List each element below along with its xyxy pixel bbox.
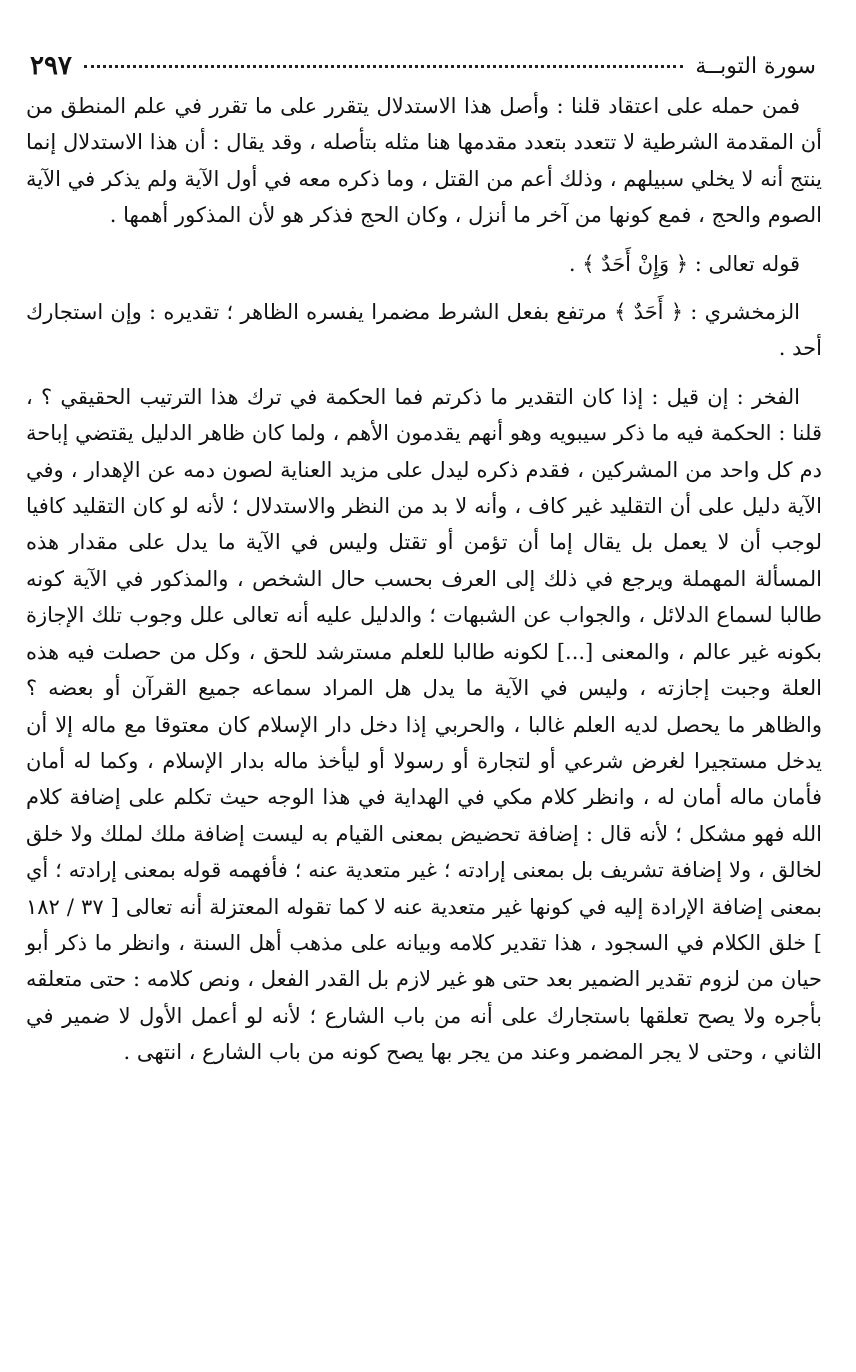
- paragraph-2: قوله تعالى : ﴿ وَإِنْ أَحَدٌ ﴾ .: [568, 251, 800, 276]
- page-body: [26, 88, 822, 1071]
- paragraph-3: الزمخشري : ﴿ أَحَدٌ ﴾ مرتفع بفعل الشرط مضمرا يفسره الظاهر ؛ تقديره : وإن استجارك أحد .: [26, 300, 822, 361]
- running-header: [30, 46, 816, 86]
- paragraph-4: الفخر : إن قيل : إذا كان التقدير ما ذكرتم فما الحكمة في ترك هذا الترتيب الحقيقي ؟ ، قلنا : الحكمة فيه ما ذكر سيبويه وهو أنهم يقدمون الأهم ، ولما كان ظاهر الدليل يقتضي إباحة دم كل واحد من المشركين ، فقدم ذكره ليدل على مزيد العناية لصون دمه عن الإهدار ، وفي الآية دليل على أن التقليد غير كاف ، وأنه لا بد من النظر والاستدلال ؛ لأنه لو كان التقليد كافيا لوجب أن لا يعمل بل يقال إما أن تؤمن أو تقتل وليس في الآية ما يدل على مقدار هذه المسألة المهملة ويرجع في ذلك إلى العرف بحسب حال الشخص ، والمذكور في الآية كونه طالبا لسماع الدلائل ، والجواب عن الشبهات ؛ والدليل عليه أنه تعالى علل وجوب تلك الإجازة بكونه غير عالم ، والمعنى [...] لكونه طالبا للعلم مسترشد للحق ، وكل من حصلت فيه هذه العلة وجبت إجازته ، وليس في الآية ما يدل هل المراد سماعه جميع القرآن أو بعضه ؟ والظاهر ما يحصل لديه العلم غالبا ، والحربي إذا دخل دار الإسلام كان معتوقا مع ماله إلا أن يدخل مستجيرا لغرض شرعي أو لتجارة أو رسولا أو ليأخذ ماله بدار الإسلام ، وكما له أمان فأمان ماله أمان له ، وانظر كلام مكي في الهداية في هذا الوجه حيث تكلم على إضافة كلام الله فهو مشكل ؛ لأنه قال : إضافة تحضيض بمعنى القيام به ليست إضافة ملك لملك ولا خلق لخالق ، ولا إضافة تشريف بل بمعنى إرادته ؛ غير متعدية عنه ؛ فأفهمه قوله بمعنى إرادته ؛ أي بمعنى إضافة الإرادة إليه في كونها غير متعدية عنه لا كما تقوله المعتزلة أنه تعالى [ ٣٧ / ١٨٢ ] خلق الكلام في السجود ، هذا تقدير كلامه وبيانه على مذهب أهل السنة ، وانظر ما ذكر أبو حيان من لزوم تقدير الضمير بعد حتى هو غير لازم بل القدر الفعل ، ونص كلامه : حتى متعلقه بأجره ولا يصح تعلقها باستجارك على أنه من باب الشارع ؛ لأنه لو أعمل الأول لا ضمير في الثاني ، وحتى لا يجر المضمر وعند من يجر بها يصح كونه من باب الشارع ، انتهى .: [26, 384, 822, 1065]
- page-number: ٢٩٧: [30, 51, 72, 81]
- header-dotted-leader: [84, 65, 684, 68]
- paragraph-1: فمن حمله على اعتقاد قلنا : وأصل هذا الاستدلال يتقرر على ما تقرر في علم المنطق من أن المقدمة الشرطية لا تتعدد بتعدد مقدمها هنا مثله بتأصله ، وقد يقال : أن هذا الاستدلال إنما ينتج أنه لا يخلي سبيلهم ، وذلك أعم من القتل ، وما ذكره معه في أول الآية ولم يذكر في الآية الصوم والحج ، فمع كونها من آخر ما أنزل ، وكان الحج فذكر هو لأن المذكور أهمها .: [26, 94, 822, 228]
- surah-title: سورة التوبــة: [695, 53, 816, 79]
